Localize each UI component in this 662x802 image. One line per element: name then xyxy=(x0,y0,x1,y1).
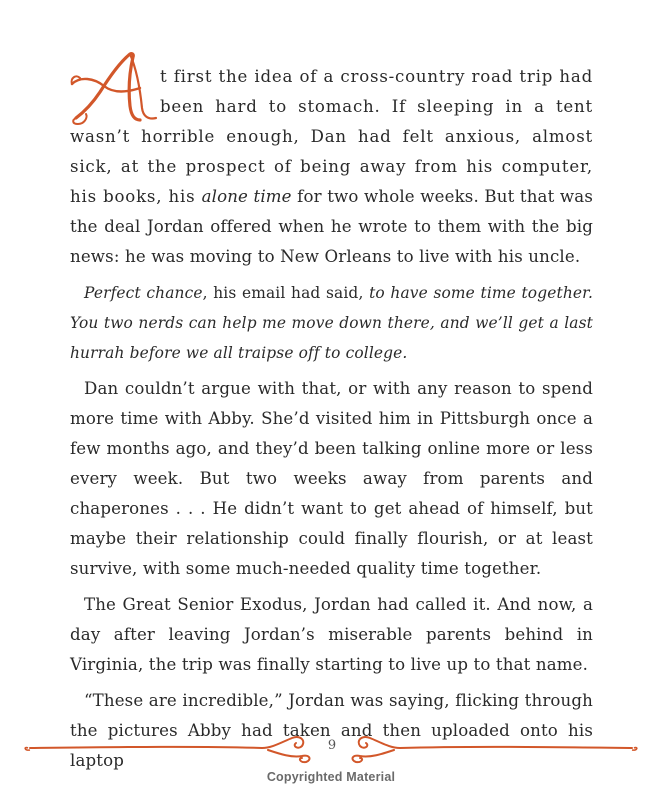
drop-cap xyxy=(70,62,156,122)
paragraph-1 xyxy=(70,62,593,272)
paragraph-4: The Great Senior Exodus, Jordan had called it. And now, a day after leaving Jordan’s miserable parents behind in Virginia, the trip was finally starting to live up to that name. xyxy=(70,595,593,674)
paragraph-5: “These are incredible,” Jordan was saying, flicking through the pictures Abby had taken and then uploaded onto his laptop xyxy=(70,691,593,770)
body-text xyxy=(70,62,593,782)
paragraph-3: Dan couldn’t argue with that, or with any reason to spend more time with Abby. She’d visited him in Pittsburgh once a few months ago, and they’d been talking online more or less every week. But two weeks away from parents and chaperones . . . He didn’t want to get ahead of himself, but maybe their relationship could finally flourish, or at least survive, with some much-needed quality time together. xyxy=(70,379,593,578)
drop-cap-flourish-icon xyxy=(70,48,162,128)
paragraph-2-mid: , his email had said, xyxy=(202,284,370,302)
paragraph-1-end: for two whole weeks. But that was the deal Jordan offered when he wrote to them with the big news: he was moving to New Orleans to live with his uncle. xyxy=(70,187,593,266)
paragraph-2-italic-b: to have some time together. You two nerds can help me move down there, and we’ll get a last hurrah before we all traipse off to college. xyxy=(70,284,593,362)
paragraph-1-text: t first the idea of a cross-country road trip had been hard to stomach. If sleeping in a tent wasn’t horrible enough, Dan had felt anxious, almost sick, at the prospect of being away from his computer, his books, his xyxy=(70,67,593,206)
page-number: 9 xyxy=(327,738,337,753)
paragraph-2-italic-a: Perfect chance xyxy=(84,284,203,302)
copyright-notice: Copyrighted Material xyxy=(266,770,396,784)
paragraph-2 xyxy=(70,278,593,368)
page-footer xyxy=(0,728,662,768)
paragraph-1-italic: alone time xyxy=(201,187,292,206)
